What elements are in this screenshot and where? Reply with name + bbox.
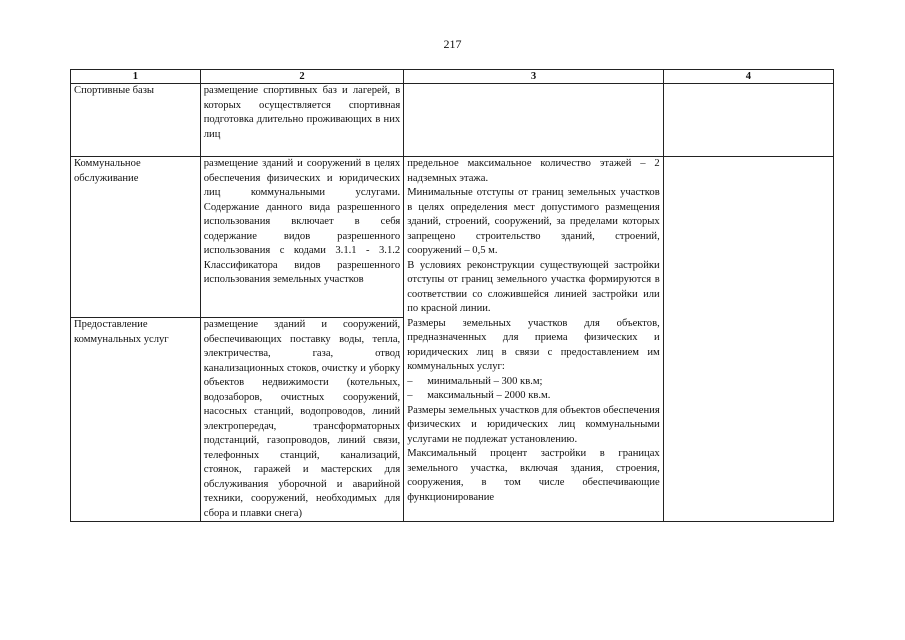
list-item-text: максимальный – 2000 кв.м. xyxy=(427,390,551,401)
land-use-name: Предоставление коммунальных услуг xyxy=(71,318,201,522)
land-use-description: размещение спортивных баз и лагерей, в которых осуществляется спортивная подготовка длительно проживающих в них лиц xyxy=(200,84,403,157)
dash-marker: – xyxy=(407,375,413,387)
table-row xyxy=(71,84,834,157)
column-header: 3 xyxy=(404,70,664,84)
land-use-description: размещение зданий и сооружений в целях обеспечения физических и юридических лиц коммунальными услугами. Содержание данного вида разрешенного использования включает в себя содержание видов разрешенного использования с кодами 3.1.1 - 3.1.2 Классификатора видов разрешенного использования земельных участков xyxy=(200,157,403,318)
paragraph: В условиях реконструкции существующей застройки отступы от границ земельного участка формируются в соответствии со сложившейся линией застройки или по красной линии. xyxy=(407,259,660,314)
land-use-name: Спортивные базы xyxy=(71,84,201,157)
page-number: 217 xyxy=(443,37,462,51)
dash-marker: – xyxy=(407,390,413,401)
list-item xyxy=(407,375,660,390)
regulations-table xyxy=(70,69,834,522)
column-header: 1 xyxy=(71,70,201,84)
land-use-description: размещение зданий и сооружений, обеспечивающих поставку воды, тепла, электричества, газа, отвод канализационных стоков, очистку и уборку объектов недвижимости (котельных, водозаборов, очистных сооружений, насосных станций, водопроводов, линий электропередач, трансформаторных подстанций, газопроводов, линий связи, телефонных станций, канализаций, стоянок, гаражей и мастерских для обслуживания уборочной и аварийной техники, сооружений, необходимых для сбора и плавки снега) xyxy=(200,318,403,522)
notes-cell xyxy=(663,157,833,522)
paragraph: предельное максимальное количество этажей – 2 надземных этажа. xyxy=(407,158,660,184)
parameters-cell xyxy=(404,157,664,522)
column-header: 4 xyxy=(663,70,833,84)
parameters-cell xyxy=(404,84,664,157)
paragraph: Минимальные отступы от границ земельных участков в целях определения мест допустимого размещения зданий, строений, сооружений, за пределами которых запрещено строительство зданий, строений, сооружений – 0,5 м. xyxy=(407,187,660,256)
table-header-row xyxy=(71,70,834,84)
paragraph: Максимальный процент застройки в границах земельного участка, включая здания, строения, сооружения, в том числе обеспечивающие функционирование xyxy=(407,448,660,503)
land-use-name: Коммунальное обслуживание xyxy=(71,157,201,318)
paragraph: Размеры земельных участков для объектов, предназначенных для приема физических и юридических лиц в связи с предоставлением им коммунальных услуг: xyxy=(407,317,660,372)
list-item xyxy=(407,389,660,404)
notes-cell xyxy=(663,84,833,157)
table-row xyxy=(71,157,834,318)
column-header: 2 xyxy=(200,70,403,84)
paragraph: Размеры земельных участков для объектов обеспечения физических и юридических лиц коммунальными услугами не подлежат установлению. xyxy=(407,404,660,445)
list-item-text: минимальный – 300 кв.м; xyxy=(427,375,543,387)
